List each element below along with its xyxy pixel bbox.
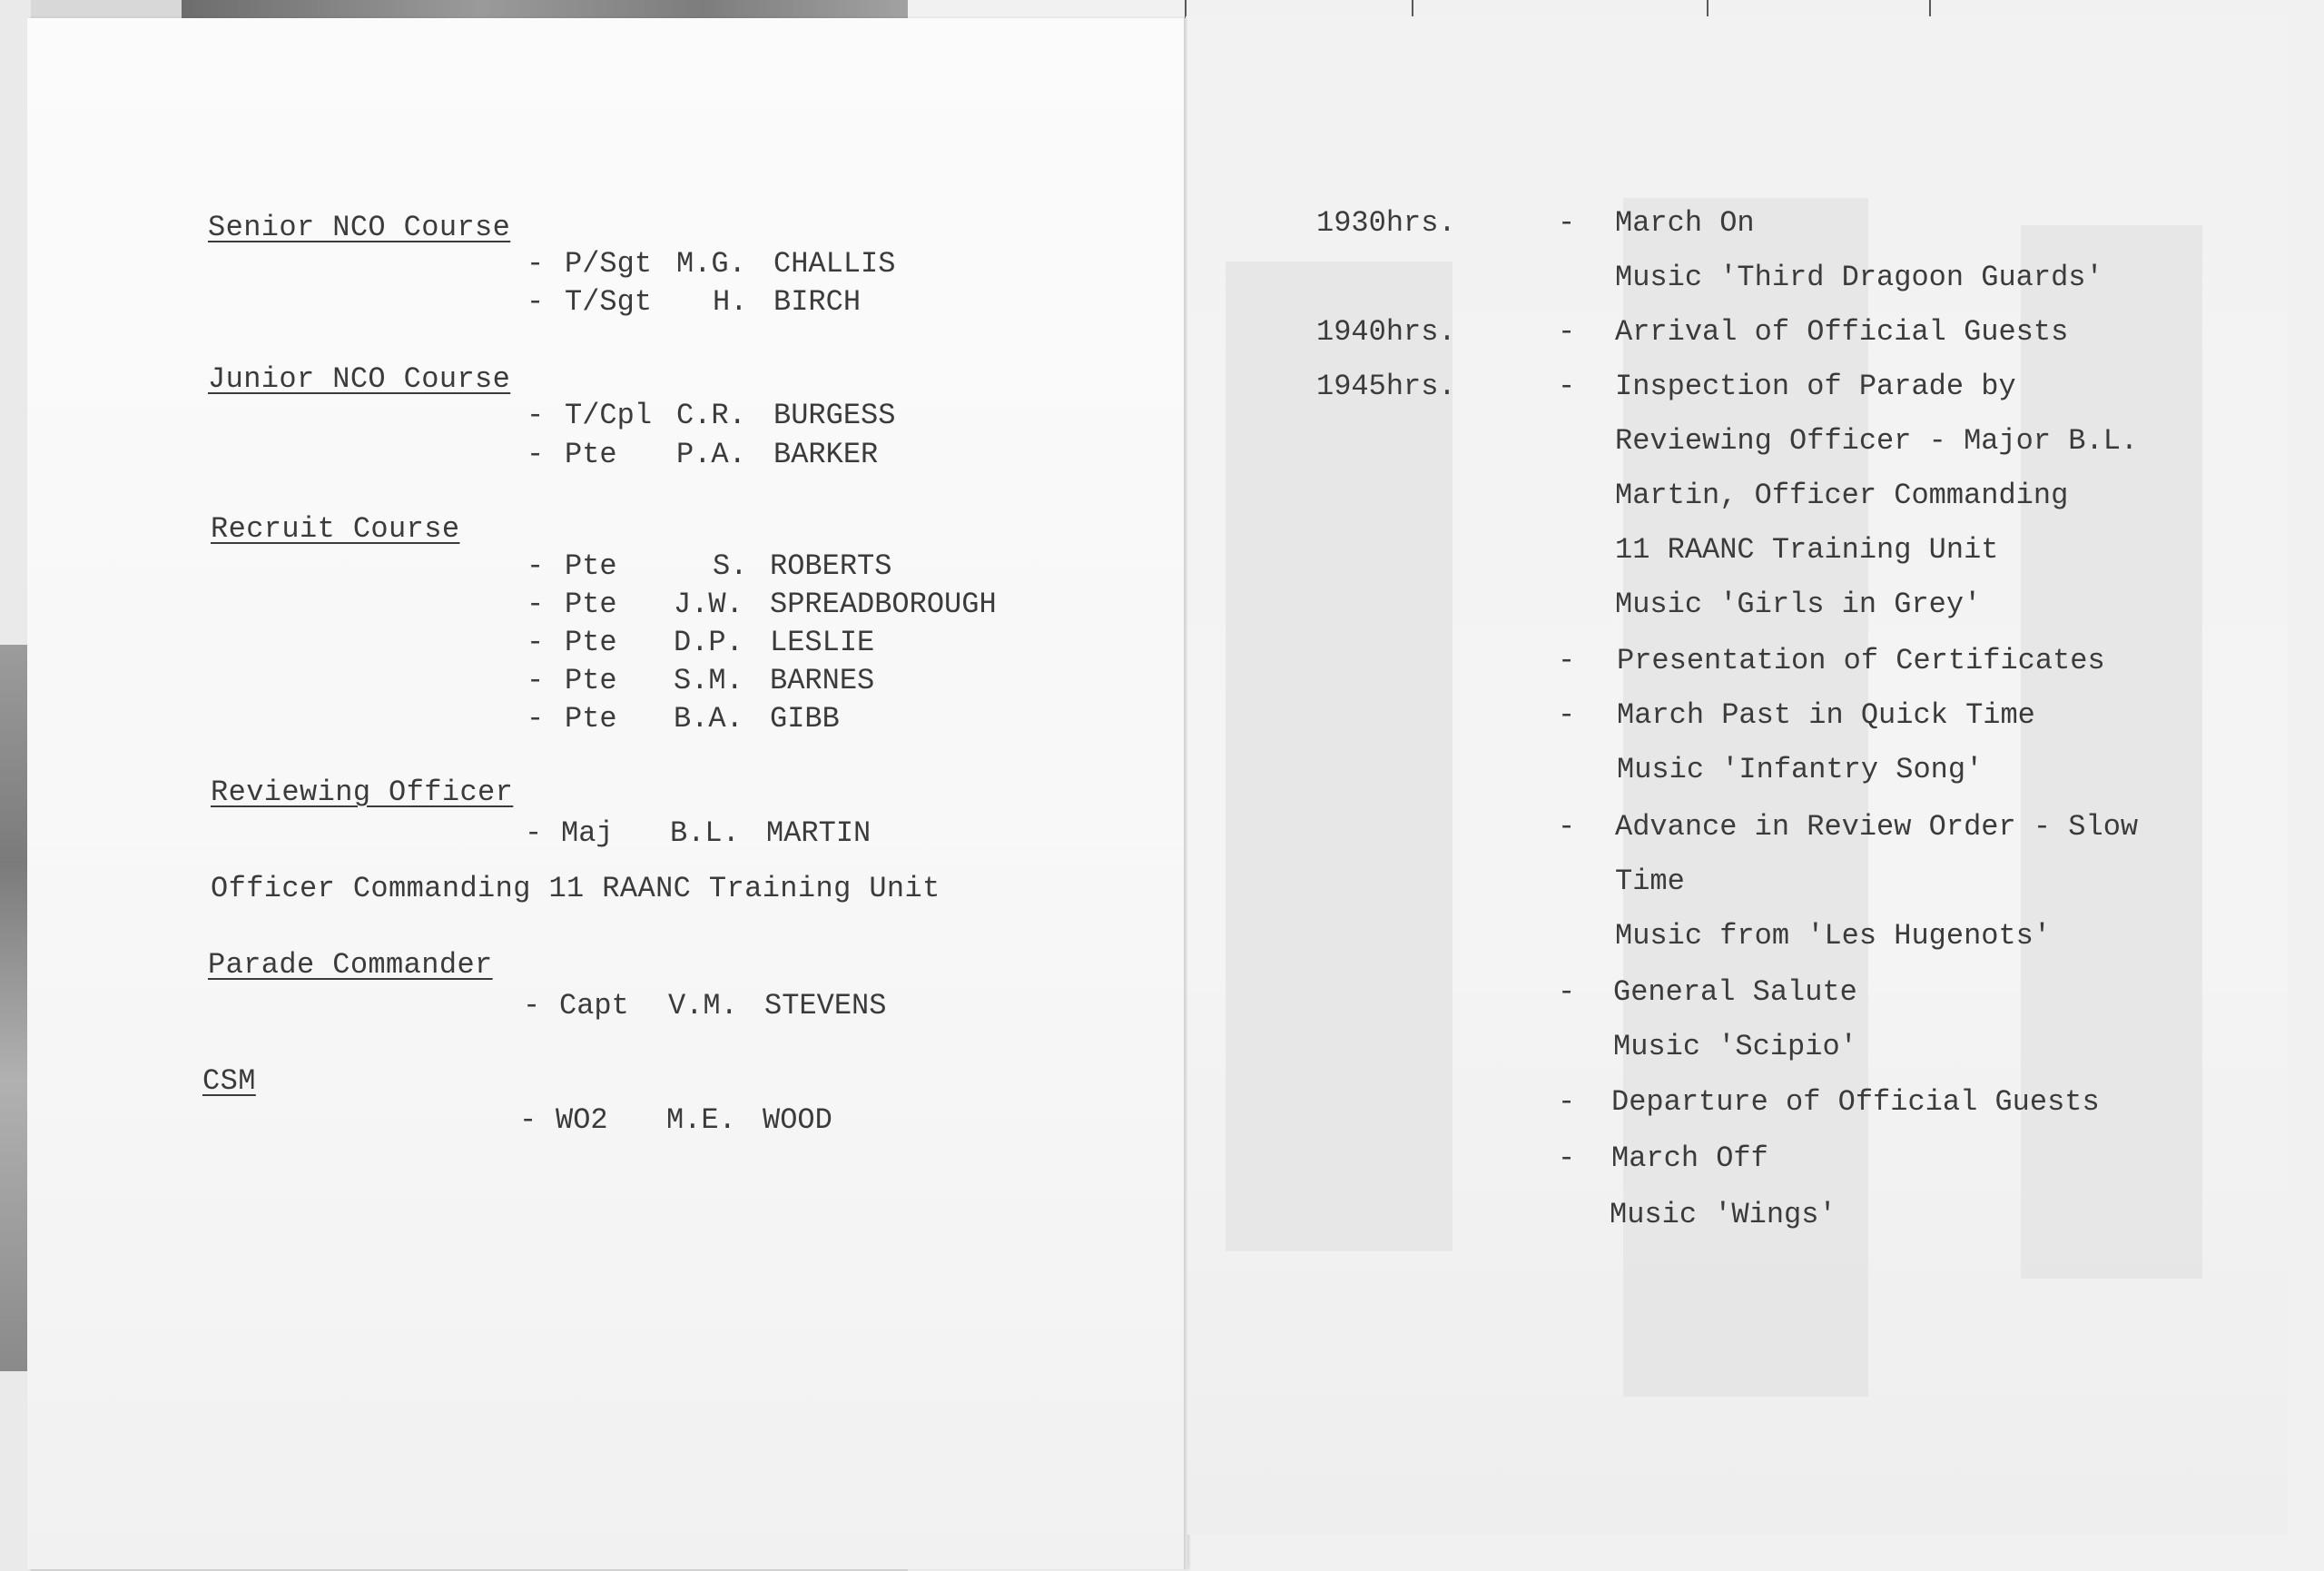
page-speckle xyxy=(1226,262,1452,1251)
schedule-time: 1930hrs. xyxy=(1316,206,1456,240)
entry-rank: Maj xyxy=(561,816,614,850)
schedule-text: Music 'Girls in Grey' xyxy=(1615,588,1982,621)
entry-dash: - xyxy=(527,247,545,281)
entry-surname: MARTIN xyxy=(766,816,872,850)
entry-initials: S. xyxy=(713,549,748,583)
page-speckle xyxy=(2021,225,2202,1279)
entry-dash: - xyxy=(527,549,545,583)
entry-rank: Pte xyxy=(565,664,617,697)
entry-surname: LESLIE xyxy=(770,626,875,659)
schedule-text: Music 'Infantry Song' xyxy=(1617,753,1984,786)
schedule-text: Music 'Scipio' xyxy=(1613,1030,1857,1063)
section-heading: Junior NCO Course xyxy=(208,362,511,396)
section-heading: Reviewing Officer xyxy=(211,776,514,809)
entry-dash: - xyxy=(527,702,545,736)
schedule-text: Departure of Official Guests xyxy=(1611,1085,2100,1119)
entry-rank: WO2 xyxy=(556,1103,608,1137)
schedule-dash: - xyxy=(1558,1141,1576,1175)
schedule-text: 11 RAANC Training Unit xyxy=(1615,533,1999,567)
schedule-dash: - xyxy=(1558,1085,1576,1119)
schedule-text: March Past in Quick Time xyxy=(1617,698,2035,732)
entry-dash: - xyxy=(527,438,545,471)
entry-rank: T/Cpl xyxy=(565,399,653,432)
schedule-text: Music 'Wings' xyxy=(1610,1198,1837,1231)
schedule-dash: - xyxy=(1558,810,1576,844)
entry-rank: T/Sgt xyxy=(565,285,653,319)
schedule-dash: - xyxy=(1558,698,1576,732)
schedule-text: Presentation of Certificates xyxy=(1617,644,2105,677)
officer-note: Officer Commanding 11 RAANC Training Unit xyxy=(211,872,940,905)
entry-dash: - xyxy=(523,989,541,1023)
booklet-spine xyxy=(1184,18,1187,1569)
entry-dash: - xyxy=(525,816,543,850)
entry-surname: BARKER xyxy=(773,438,879,471)
entry-rank: P/Sgt xyxy=(565,247,653,281)
entry-initials: P.A. xyxy=(676,438,746,471)
list-item xyxy=(519,1103,832,1280)
entry-rank: Pte xyxy=(565,626,617,659)
entry-dash: - xyxy=(527,399,545,432)
entry-surname: SPREADBOROUGH xyxy=(770,588,997,621)
entry-surname: GIBB xyxy=(770,702,840,736)
entry-rank: Pte xyxy=(565,702,617,736)
schedule-text: March On xyxy=(1615,206,1755,240)
schedule-text: March Off xyxy=(1611,1141,1768,1175)
entry-dash: - xyxy=(519,1103,537,1137)
schedule-text: Arrival of Official Guests xyxy=(1615,315,2069,349)
section-heading: Parade Commander xyxy=(208,948,493,982)
entry-initials: S.M. xyxy=(674,664,743,697)
section-heading: Recruit Course xyxy=(211,512,460,546)
schedule-text: Martin, Officer Commanding xyxy=(1615,479,2069,512)
entry-rank: Pte xyxy=(565,549,617,583)
entry-surname: WOOD xyxy=(763,1103,832,1137)
schedule-text: Advance in Review Order - Slow xyxy=(1615,810,2139,844)
entry-initials: J.W. xyxy=(674,588,743,621)
schedule-dash: - xyxy=(1558,206,1576,240)
entry-initials: C.R. xyxy=(676,399,746,432)
entry-surname: BARNES xyxy=(770,664,875,697)
entry-rank: Pte xyxy=(565,588,617,621)
entry-initials: M.E. xyxy=(666,1103,736,1137)
schedule-dash: - xyxy=(1558,644,1576,677)
schedule-text: Inspection of Parade by xyxy=(1615,370,2016,403)
schedule-dash: - xyxy=(1558,370,1576,403)
entry-initials: M.G. xyxy=(676,247,746,281)
schedule-dash: - xyxy=(1558,315,1576,349)
schedule-text: Music 'Third Dragoon Guards' xyxy=(1615,261,2103,294)
entry-dash: - xyxy=(527,626,545,659)
entry-initials: V.M. xyxy=(668,989,738,1023)
section-heading: Senior NCO Course xyxy=(208,211,511,244)
schedule-time: 1940hrs. xyxy=(1316,315,1456,349)
entry-rank: Pte xyxy=(565,438,617,471)
entry-surname: CHALLIS xyxy=(773,247,896,281)
entry-rank: Capt xyxy=(559,989,629,1023)
background-photo-fragment xyxy=(0,645,31,1371)
schedule-time: 1945hrs. xyxy=(1316,370,1456,403)
entry-initials: D.P. xyxy=(674,626,743,659)
entry-initials: B.L. xyxy=(670,816,740,850)
entry-surname: BURGESS xyxy=(773,399,896,432)
schedule-text: Music from 'Les Hugenots' xyxy=(1615,919,2052,953)
list-item xyxy=(525,816,872,993)
schedule-text: Time xyxy=(1615,865,1685,898)
entry-initials: B.A. xyxy=(674,702,743,736)
schedule-text: Reviewing Officer - Major B.L. xyxy=(1615,424,2139,458)
schedule-text: General Salute xyxy=(1613,975,1857,1009)
entry-surname: BIRCH xyxy=(773,285,862,319)
entry-dash: - xyxy=(527,664,545,697)
entry-surname: ROBERTS xyxy=(770,549,892,583)
entry-surname: STEVENS xyxy=(764,989,887,1023)
entry-dash: - xyxy=(527,588,545,621)
entry-dash: - xyxy=(527,285,545,319)
entry-initials: H. xyxy=(713,285,748,319)
section-heading: CSM xyxy=(202,1064,256,1098)
schedule-dash: - xyxy=(1558,975,1576,1009)
